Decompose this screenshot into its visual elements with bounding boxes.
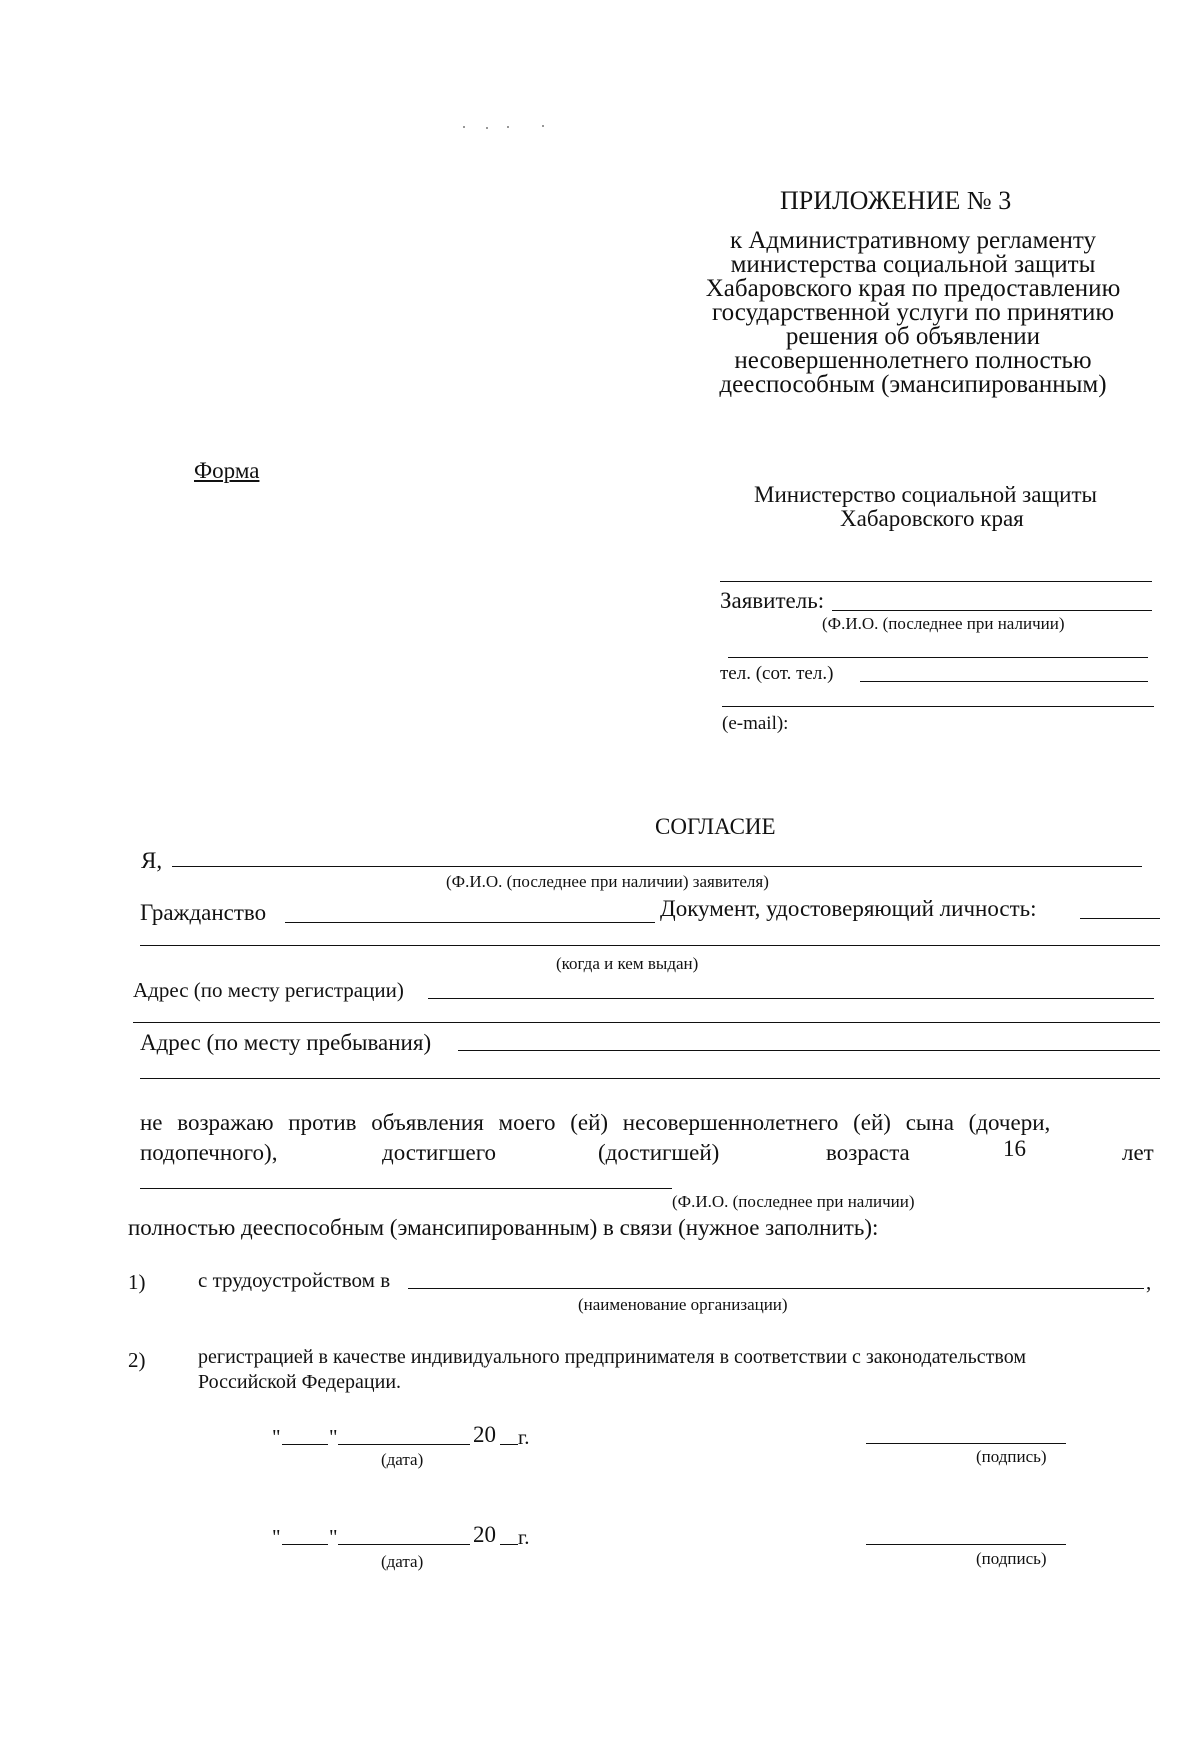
applicant-hint: (Ф.И.О. (последнее при наличии)	[822, 614, 1065, 633]
consent-paragraph-word: возраста	[826, 1140, 910, 1165]
i-label: Я,	[141, 848, 163, 873]
appendix-title: ПРИЛОЖЕНИЕ № 3	[780, 186, 1012, 215]
reason-line: полностью дееспособным (эмансипированным) в связи (нужное заполнить):	[128, 1215, 879, 1240]
stay-address-label: Адрес (по месту пребывания)	[140, 1030, 432, 1055]
applicant-name-line[interactable]	[172, 866, 1142, 867]
item-1-text: с трудоустройством в	[198, 1268, 391, 1292]
reg-address-label: Адрес (по месту регистрации)	[133, 978, 404, 1002]
document-details-line[interactable]	[140, 945, 1160, 946]
date-close-quote: "	[329, 1425, 338, 1449]
item-1-number: 1)	[128, 1270, 146, 1294]
applicant-input-line[interactable]	[832, 610, 1152, 611]
date-hint: (дата)	[381, 1450, 424, 1469]
scan-speck	[486, 127, 488, 129]
date-year-line[interactable]	[500, 1544, 518, 1545]
scan-speck	[507, 126, 509, 128]
appendix-subtitle-4: государственной услуги по принятию	[711, 299, 1115, 326]
date-open-quote: "	[272, 1525, 281, 1549]
consent-paragraph-word: подопечного),	[140, 1140, 278, 1165]
issued-hint: (когда и кем выдан)	[556, 954, 699, 973]
appendix-subtitle-7: дееспособным (эмансипированным)	[719, 371, 1107, 398]
ministry-line-2: Хабаровского края	[840, 506, 1024, 531]
reg-address-second-line[interactable]	[133, 1022, 1160, 1023]
stay-address-input-line[interactable]	[458, 1050, 1160, 1051]
addressee-blank-line[interactable]	[720, 581, 1152, 582]
item-2-line-1: регистрацией в качестве индивидуального предпринимателя в соответствии с законодательством	[198, 1346, 1026, 1368]
applicant-name-hint: (Ф.И.О. (последнее при наличии) заявителя)	[446, 872, 769, 891]
date-month-line[interactable]	[338, 1544, 470, 1545]
minor-name-hint: (Ф.И.О. (последнее при наличии)	[672, 1192, 915, 1211]
stay-address-second-line[interactable]	[140, 1078, 1160, 1079]
consent-paragraph-word: (достигшей)	[598, 1140, 720, 1165]
document-label: Документ, удостоверяющий личность:	[660, 896, 1037, 921]
appendix-subtitle-5: решения об объявлении	[785, 323, 1041, 350]
date-day-line[interactable]	[282, 1544, 328, 1545]
date-close-quote: "	[329, 1525, 338, 1549]
appendix-subtitle-6: несовершеннолетнего полностью	[734, 347, 1092, 374]
reg-address-input-line[interactable]	[428, 998, 1154, 999]
organization-hint: (наименование организации)	[578, 1295, 788, 1314]
consent-paragraph-word: лет	[1122, 1140, 1154, 1165]
date-year-suffix: г.	[518, 1525, 530, 1549]
date-year-suffix: г.	[518, 1425, 530, 1449]
phone-input-line[interactable]	[860, 681, 1148, 682]
date-hint: (дата)	[381, 1552, 424, 1571]
citizenship-label: Гражданство	[140, 900, 267, 925]
email-label: (e-mail):	[722, 713, 789, 734]
date-year-prefix: 20	[473, 1422, 496, 1447]
signature-line[interactable]	[866, 1443, 1066, 1444]
signature-hint: (подпись)	[976, 1447, 1047, 1466]
applicant-second-line[interactable]	[728, 657, 1148, 658]
date-month-line[interactable]	[338, 1444, 470, 1445]
scan-speck	[463, 126, 465, 128]
form-label: Форма	[194, 458, 260, 483]
document-input-line[interactable]	[1080, 918, 1160, 919]
item-2-number: 2)	[128, 1348, 146, 1372]
appendix-subtitle-3: Хабаровского края по предоставлению	[705, 275, 1121, 302]
signature-hint: (подпись)	[976, 1549, 1047, 1568]
consent-paragraph-age: 16	[1003, 1136, 1026, 1161]
phone-label: тел. (сот. тел.)	[720, 663, 834, 684]
item-2-line-2: Российской Федерации.	[198, 1371, 402, 1393]
citizenship-input-line[interactable]	[285, 922, 655, 923]
consent-title: СОГЛАСИЕ	[655, 814, 776, 839]
applicant-label: Заявитель:	[720, 588, 825, 613]
consent-paragraph-word: достигшего	[382, 1140, 497, 1165]
date-open-quote: "	[272, 1425, 281, 1449]
date-day-line[interactable]	[282, 1444, 328, 1445]
consent-paragraph-line-1: не возражаю против объявления моего (ей) несовершеннолетнего (ей) сына (дочери,	[140, 1110, 1051, 1135]
signature-line[interactable]	[866, 1544, 1066, 1545]
appendix-subtitle-1: к Административному регламенту	[729, 227, 1097, 254]
appendix-subtitle-2: министерства социальной защиты	[730, 251, 1096, 278]
organization-input-line[interactable]	[408, 1288, 1144, 1289]
scan-speck	[542, 125, 544, 127]
minor-name-input-line[interactable]	[140, 1188, 672, 1189]
email-input-line[interactable]	[722, 706, 1154, 707]
item-1-comma: ,	[1146, 1270, 1152, 1294]
ministry-line-1: Министерство социальной защиты	[754, 482, 1097, 507]
date-year-prefix: 20	[473, 1522, 496, 1547]
date-year-line[interactable]	[500, 1444, 518, 1445]
